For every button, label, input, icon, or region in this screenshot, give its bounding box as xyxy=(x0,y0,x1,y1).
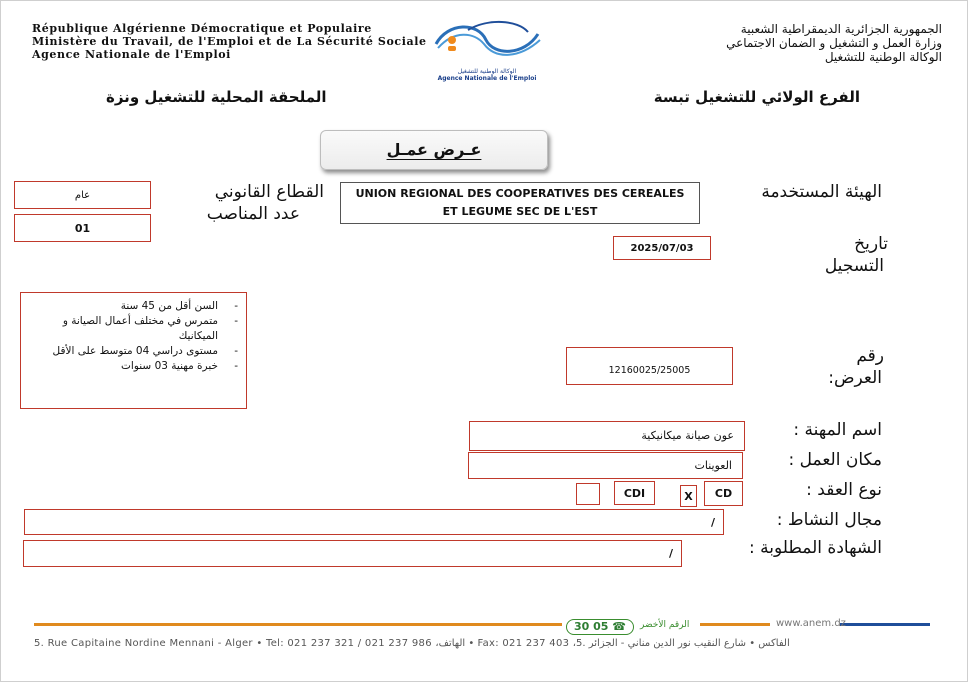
contract-cdi-checkbox xyxy=(576,483,600,505)
offer-no-box xyxy=(566,347,733,385)
offer-no-value: 12160025/25005 xyxy=(608,364,691,376)
legal-sector-value: عام xyxy=(74,189,91,201)
contract-cd-mark: X xyxy=(684,489,693,503)
reg-date-value: 2025/07/03 xyxy=(630,242,694,254)
anem-logo xyxy=(428,18,546,80)
header-fr-line2: Ministère du Travail, de l'Emploi et de La Sécurité Sociale xyxy=(32,35,427,48)
requirement-item: - مستوى دراسي 04 متوسط على الأقل xyxy=(21,344,238,359)
logo-caption-ar: الوكالة الوطنية للتشغيل xyxy=(457,68,517,75)
header-fr-line1: République Algérienne Démocratique et Populaire xyxy=(32,22,372,35)
profession-label: اسم المهنة : xyxy=(793,420,882,440)
contract-cd-box xyxy=(704,481,743,506)
reg-date-label-2: التسجيل xyxy=(824,256,884,276)
reg-date-label-1: تاريخ xyxy=(854,234,888,254)
certificate-box xyxy=(23,540,682,567)
offer-no-label-2: العرض: xyxy=(828,368,882,388)
legal-sector-label: القطاع القانوني xyxy=(214,182,324,202)
requirements-box xyxy=(20,292,247,409)
requirements-list xyxy=(21,293,246,374)
logo-caption-fr: Agence Nationale de l'Emploi xyxy=(437,75,537,82)
anem-logo-icon xyxy=(428,18,546,64)
employer-value: UNION REGIONAL DES COOPERATIVES DES CEREALES ET LEGUME SEC DE L'EST xyxy=(355,187,685,218)
header-ar-line2: وزارة العمل و التشغيل و الضمان الاجتماعي xyxy=(726,36,942,50)
workplace-box xyxy=(468,452,743,479)
header-ar-line1: الجمهورية الجزائرية الديمقراطية الشعبية xyxy=(740,22,942,36)
requirement-item: - خبرة مهنية 03 سنوات xyxy=(21,359,238,374)
activity-box xyxy=(24,509,724,535)
footer-address: 5. Rue Capitaine Nordine Mennani - Alger • Tel: 021 237 321 / 021 237 986 ،الهاتف • Fax: 021 237 403 ،الفاكس • شارع النقيب نور الدين مناني - الجزائر .5 xyxy=(34,638,790,649)
footer-website: www.anem.dz xyxy=(776,618,846,629)
positions-label: عدد المناصب xyxy=(206,204,300,224)
legal-sector-box xyxy=(14,181,151,209)
activity-label: مجال النشاط : xyxy=(776,510,882,530)
green-number-label: الرقم الأخضر xyxy=(640,620,690,630)
green-number: 30 05 xyxy=(574,620,609,633)
branch-wilaya: الفرع الولائي للتشغيل تبسة xyxy=(653,88,860,106)
green-number-badge xyxy=(566,619,634,635)
contract-cdi-value: CDI xyxy=(623,486,646,500)
phone-icon: ☎ xyxy=(612,620,626,633)
offer-title-box xyxy=(320,130,548,170)
profession-box xyxy=(469,421,745,451)
offer-title: عـرض عمـل xyxy=(386,140,482,159)
contract-cd-value: CD xyxy=(714,487,733,500)
profession-value: عون صيانة ميكانيكية xyxy=(641,429,734,442)
workplace-label: مكان العمل : xyxy=(788,450,882,470)
footer-orange-line xyxy=(34,623,562,626)
footer-blue-line xyxy=(840,623,930,626)
contract-cdi-box xyxy=(614,481,655,505)
workplace-value: العوينات xyxy=(694,459,732,472)
header-fr-line3: Agence Nationale de l'Emploi xyxy=(32,48,231,61)
employer-box xyxy=(340,182,700,224)
positions-box xyxy=(14,214,151,242)
positions-value: 01 xyxy=(74,221,91,235)
requirement-item: - متمرس في مختلف أعمال الصيانة و الميكانيك xyxy=(21,314,238,344)
certificate-value: / xyxy=(668,547,673,560)
contract-cd-checkbox xyxy=(680,485,697,507)
certificate-label: الشهادة المطلوبة : xyxy=(748,538,882,558)
header-arabic xyxy=(726,22,942,64)
branch-local: الملحقة المحلية للتشغيل ونزة xyxy=(106,88,327,106)
header-ar-line3: الوكالة الوطنية للتشغيل xyxy=(824,50,942,64)
contract-label: نوع العقد : xyxy=(806,480,882,500)
footer-orange-line-2 xyxy=(700,623,770,626)
employer-label: الهيئة المستخدمة xyxy=(761,182,882,202)
offer-no-label-1: رقم xyxy=(856,346,884,366)
reg-date-box xyxy=(613,236,711,260)
requirement-item: - السن أقل من 45 سنة xyxy=(21,299,238,314)
header-french xyxy=(32,22,427,61)
activity-value: / xyxy=(710,516,715,529)
